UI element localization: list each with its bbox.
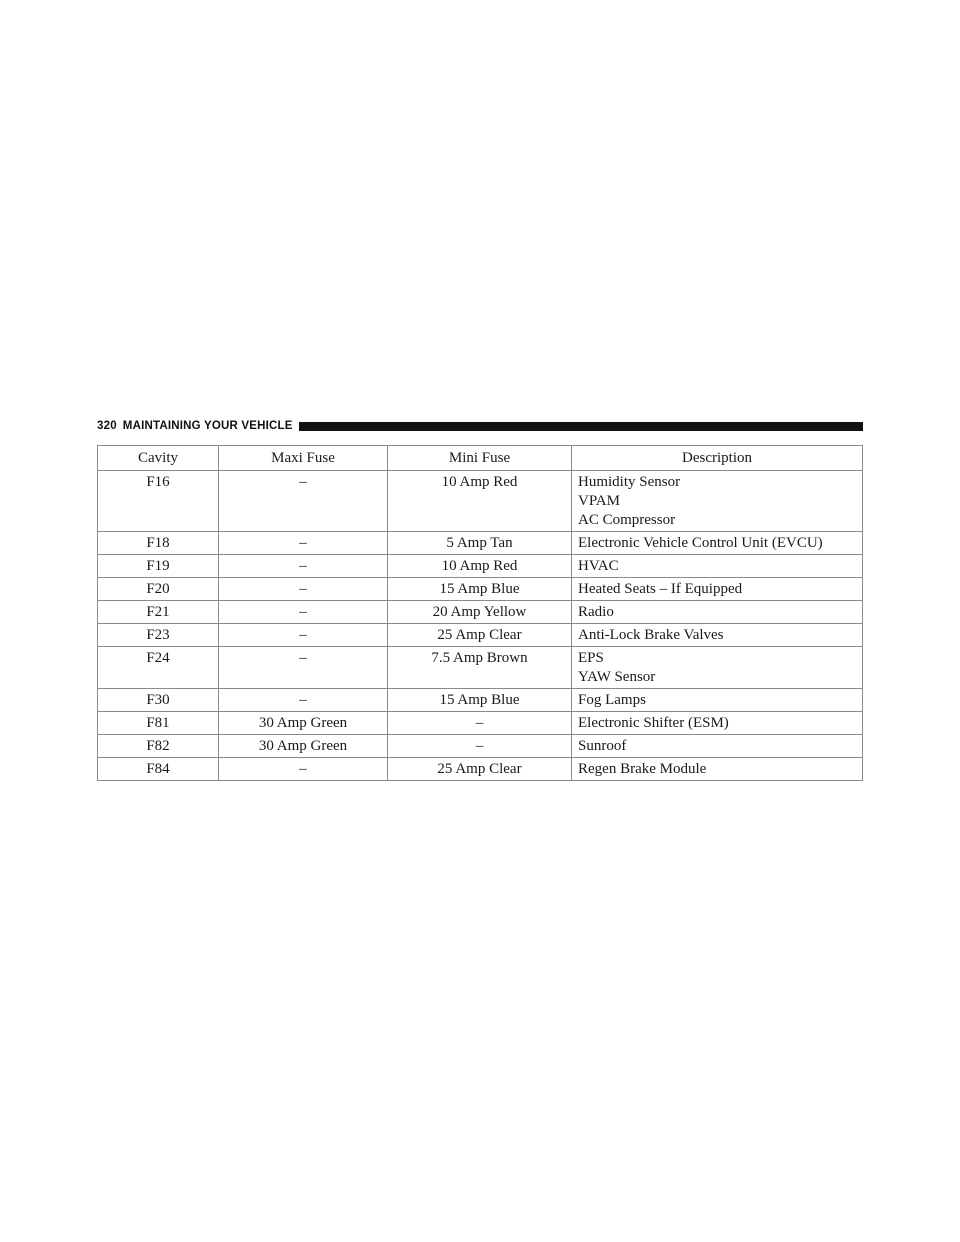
description-cell <box>572 578 863 601</box>
column-header-cavity: Cavity <box>98 446 219 471</box>
table-row <box>98 578 863 601</box>
description-line: Humidity Sensor <box>578 474 681 490</box>
table-row <box>98 647 863 689</box>
page-header <box>97 418 863 434</box>
description-line: VPAM <box>578 493 620 509</box>
cavity-cell: F20 <box>98 578 219 601</box>
mini-fuse-cell: 25 Amp Clear <box>388 624 572 647</box>
maxi-fuse-cell: – <box>219 471 388 532</box>
description-cell <box>572 647 863 689</box>
mini-fuse-cell: 5 Amp Tan <box>388 532 572 555</box>
column-header-description: Description <box>572 446 863 471</box>
description-line: Electronic Vehicle Control Unit (EVCU) <box>578 535 823 551</box>
description-line: Anti-Lock Brake Valves <box>578 627 724 643</box>
description-cell <box>572 471 863 532</box>
maxi-fuse-cell: 30 Amp Green <box>219 735 388 758</box>
maxi-fuse-cell: – <box>219 689 388 712</box>
maxi-fuse-cell: – <box>219 624 388 647</box>
description-line: EPS <box>578 650 604 666</box>
maxi-fuse-cell: – <box>219 532 388 555</box>
description-cell <box>572 555 863 578</box>
maxi-fuse-cell: – <box>219 578 388 601</box>
description-line: Electronic Shifter (ESM) <box>578 715 729 731</box>
description-line: HVAC <box>578 558 619 574</box>
header-rule <box>299 422 863 431</box>
mini-fuse-cell: 20 Amp Yellow <box>388 601 572 624</box>
section-title: MAINTAINING YOUR VEHICLE <box>122 420 293 432</box>
cavity-cell: F30 <box>98 689 219 712</box>
cavity-cell: F23 <box>98 624 219 647</box>
mini-fuse-cell: 7.5 Amp Brown <box>388 647 572 689</box>
cavity-cell: F18 <box>98 532 219 555</box>
table-body <box>98 471 863 781</box>
description-cell <box>572 624 863 647</box>
fuse-table <box>97 445 863 781</box>
table-row <box>98 555 863 578</box>
maxi-fuse-cell: – <box>219 555 388 578</box>
table-row <box>98 532 863 555</box>
description-cell <box>572 532 863 555</box>
maxi-fuse-cell: – <box>219 601 388 624</box>
table-row <box>98 471 863 532</box>
cavity-cell: F24 <box>98 647 219 689</box>
table-row <box>98 624 863 647</box>
cavity-cell: F19 <box>98 555 219 578</box>
description-line: Sunroof <box>578 738 627 754</box>
mini-fuse-cell: 10 Amp Red <box>388 471 572 532</box>
column-header-mini-fuse: Mini Fuse <box>388 446 572 471</box>
table-row <box>98 689 863 712</box>
description-cell <box>572 758 863 781</box>
mini-fuse-cell: – <box>388 712 572 735</box>
table-row <box>98 712 863 735</box>
description-line: AC Compressor <box>578 512 676 528</box>
description-line: Regen Brake Module <box>578 761 707 777</box>
description-line: Fog Lamps <box>578 692 646 708</box>
description-line: YAW Sensor <box>578 669 656 685</box>
table-row <box>98 601 863 624</box>
mini-fuse-cell: 25 Amp Clear <box>388 758 572 781</box>
cavity-cell: F82 <box>98 735 219 758</box>
table-row <box>98 735 863 758</box>
cavity-cell: F21 <box>98 601 219 624</box>
description-cell <box>572 735 863 758</box>
column-header-maxi-fuse: Maxi Fuse <box>219 446 388 471</box>
maxi-fuse-cell: – <box>219 758 388 781</box>
description-line: Radio <box>578 604 614 620</box>
table-row <box>98 758 863 781</box>
mini-fuse-cell: 15 Amp Blue <box>388 689 572 712</box>
mini-fuse-cell: 10 Amp Red <box>388 555 572 578</box>
table-header-row <box>98 446 863 471</box>
cavity-cell: F84 <box>98 758 219 781</box>
description-cell <box>572 712 863 735</box>
description-cell <box>572 601 863 624</box>
maxi-fuse-cell: 30 Amp Green <box>219 712 388 735</box>
mini-fuse-cell: – <box>388 735 572 758</box>
mini-fuse-cell: 15 Amp Blue <box>388 578 572 601</box>
page-number: 320 <box>97 420 117 432</box>
description-cell <box>572 689 863 712</box>
description-line: Heated Seats – If Equipped <box>578 581 743 597</box>
cavity-cell: F81 <box>98 712 219 735</box>
maxi-fuse-cell: – <box>219 647 388 689</box>
cavity-cell: F16 <box>98 471 219 532</box>
